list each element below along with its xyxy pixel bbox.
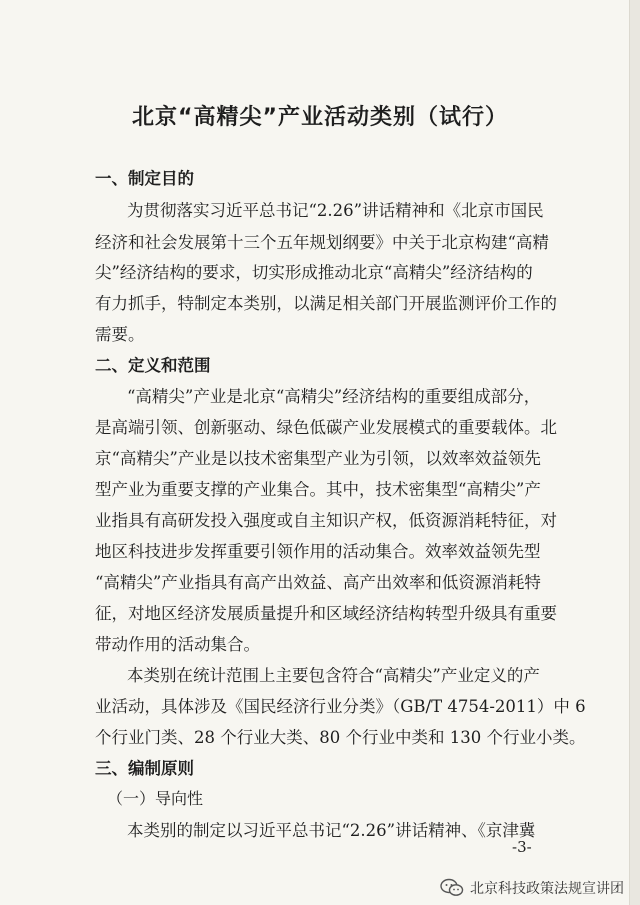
page-number: -3- [512, 838, 532, 856]
text-line: 型产业为重要支撑的产业集合。其中，技术密集型“高精尖”产 [95, 480, 541, 499]
text-line: 业指具有高研发投入强度或自主知识产权，低资源消耗特征，对 [95, 511, 557, 530]
section-2-heading: 二、定义和范围 [95, 356, 211, 375]
text-line: 本类别的制定以习近平总书记“2.26”讲话精神、《京津冀 [127, 821, 536, 840]
section-3-heading: 三、编制原则 [95, 759, 194, 778]
text-line: 有力抓手，特制定本类别，以满足相关部门开展监测评价工作的 [95, 294, 557, 313]
text-line: 是高端引领、创新驱动、绿色低碳产业发展模式的重要载体。北 [95, 418, 557, 437]
text-line: 需要。 [95, 325, 145, 344]
text-line: 带动作用的活动集合。 [95, 635, 260, 654]
text-line: 尖”经济结构的要求，切实形成推动北京“高精尖”经济结构的 [95, 263, 533, 282]
text-line: 本类别在统计范围上主要包含符合“高精尖”产业定义的产 [127, 666, 540, 685]
text-line: 个行业门类、28 个行业大类、80 个行业中类和 130 个行业小类。 [95, 728, 586, 747]
text-line: 征，对地区经济发展质量提升和区域经济结构转型升级具有重要 [95, 604, 557, 623]
section-1-heading: 一、制定目的 [95, 169, 194, 188]
document-title: 北京“高精尖”产业活动类别（试行） [132, 105, 508, 130]
text-line: 京“高精尖”产业是以技术密集型产业为引领，以效率效益领先 [95, 449, 541, 468]
footer-account-name: 北京科技政策法规宣讲团 [470, 881, 624, 897]
text-line: 经济和社会发展第十三个五年规划纲要》中关于北京构建“高精 [95, 233, 549, 252]
wechat-icon [440, 878, 464, 898]
text-line: 为贯彻落实习近平总书记“2.26”讲话精神和《北京市国民 [127, 201, 544, 220]
section-3-subheading: （一）导向性 [107, 789, 204, 808]
text-line: “高精尖”产业是北京“高精尖”经济结构的重要组成部分， [127, 387, 541, 406]
watermark-footer [440, 876, 624, 900]
text-line: 业活动，具体涉及《国民经济行业分类》（GB/T 4754-2011）中 6 [95, 697, 586, 716]
page-edge [629, 0, 640, 905]
text-line: “高精尖”产业指具有高产出效益、高产出效率和低资源消耗特 [95, 573, 541, 592]
text-line: 地区科技进步发挥重要引领作用的活动集合。效率效益领先型 [95, 542, 541, 561]
